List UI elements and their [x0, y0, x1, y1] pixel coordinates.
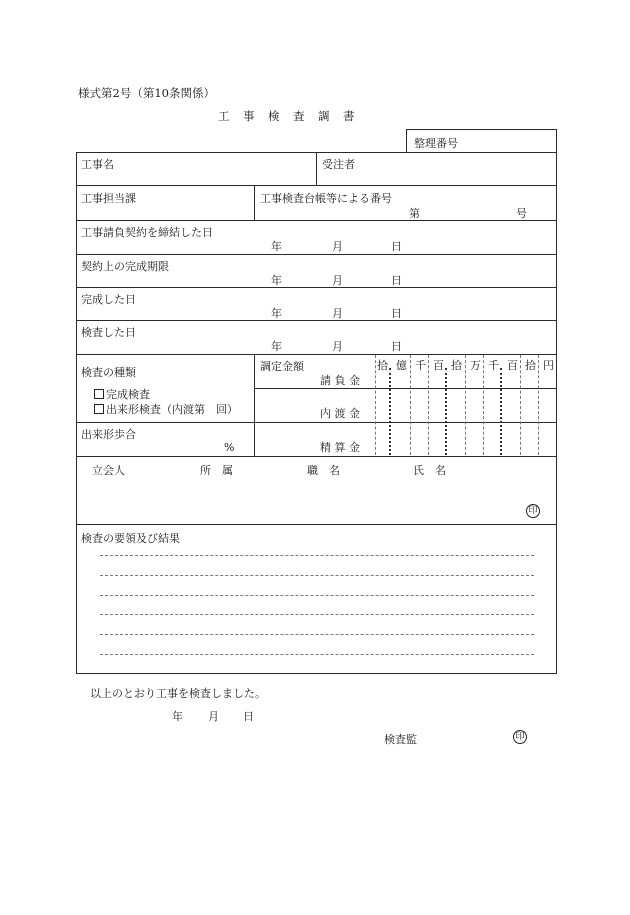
rule: [76, 152, 77, 674]
closing-text: 以上のとおり工事を検査しました。: [90, 687, 266, 700]
digit-separator: [428, 355, 429, 455]
rule: [76, 524, 557, 525]
shokumei-label: 職 名: [307, 464, 340, 477]
shimei-label: 氏 名: [413, 464, 446, 477]
checkbox[interactable]: [94, 389, 104, 399]
digit-header: 千: [488, 359, 499, 372]
digit-header: 拾: [525, 359, 536, 372]
tantouka-label: 工事担当課: [81, 192, 136, 205]
row-label: 完成した日: [81, 293, 136, 306]
digit-header: 百: [433, 359, 444, 372]
rule: [406, 129, 407, 152]
digit-header: 千: [415, 359, 426, 372]
tachiainin-label: 立会人: [92, 464, 125, 477]
closing-day: 日: [243, 710, 254, 723]
month-label: 月: [332, 307, 343, 320]
year-label: 年: [271, 307, 282, 320]
rule: [76, 287, 557, 288]
rule: [406, 129, 557, 130]
rule: [76, 673, 557, 674]
seal-mark: 印: [513, 730, 527, 744]
naitokin-label: 内 渡 金: [320, 407, 360, 420]
row-label: 検査した日: [81, 326, 136, 339]
digit-header: 百: [507, 359, 518, 372]
closing-month: 月: [208, 710, 219, 723]
year-label: 年: [271, 340, 282, 353]
row-label: 契約上の完成期限: [81, 260, 169, 273]
rule: [316, 152, 317, 185]
kansei-kensa-option[interactable]: 完成検査: [94, 386, 150, 402]
day-label: 日: [391, 240, 402, 253]
writing-line: [100, 634, 534, 635]
juchusha-label: 受注者: [322, 158, 355, 171]
rule: [76, 422, 557, 423]
kensakan-label: 検査監: [384, 733, 417, 746]
rule: [76, 220, 557, 221]
digit-header: 億: [396, 359, 407, 372]
gou-label: 号: [516, 207, 527, 220]
month-label: 月: [332, 240, 343, 253]
rule: [76, 354, 557, 355]
seal-mark: 印: [526, 504, 540, 518]
month-label: 月: [332, 340, 343, 353]
digit-header: 拾: [377, 359, 388, 372]
row-label: 工事請負契約を締結した日: [81, 226, 213, 239]
writing-line: [100, 654, 534, 655]
writing-line: [100, 555, 534, 556]
rule: [76, 185, 557, 186]
dekigata-kensa-option[interactable]: 出来形検査（内渡第 回）: [94, 401, 238, 417]
percent-label: %: [224, 441, 235, 454]
checkbox[interactable]: [94, 404, 104, 414]
day-label: 日: [391, 274, 402, 287]
writing-line: [100, 614, 534, 615]
writing-line: [100, 595, 534, 596]
rule: [254, 185, 255, 220]
dai-label: 第: [409, 207, 420, 220]
month-label: 月: [332, 274, 343, 287]
digit-header: 円: [543, 359, 554, 372]
year-label: 年: [271, 274, 282, 287]
writing-line: [100, 575, 534, 576]
day-label: 日: [391, 340, 402, 353]
shozoku-label: 所 属: [200, 464, 233, 477]
kensa-youryou-label: 検査の要領及び結果: [81, 532, 180, 545]
koujimei-label: 工事名: [81, 158, 114, 171]
rule: [556, 129, 557, 674]
digit-separator: [465, 355, 466, 455]
rule: [254, 388, 557, 389]
digit-separator: [375, 355, 376, 455]
digit-separator: [445, 368, 447, 455]
year-label: 年: [271, 240, 282, 253]
seisankin-label: 精 算 金: [320, 441, 360, 454]
rule: [76, 320, 557, 321]
ukeoikin-label: 請 負 金: [320, 374, 360, 387]
digit-header: 拾: [451, 359, 462, 372]
digit-separator: [483, 355, 484, 455]
closing-year: 年: [172, 710, 183, 723]
digit-separator: [520, 355, 521, 455]
kensa-shurui-label: 検査の種類: [81, 366, 136, 379]
choutei-kingaku-label: 調定金額: [260, 360, 304, 373]
daichou-bangou-label: 工事検査台帳等による番号: [260, 192, 392, 205]
rule: [76, 254, 557, 255]
digit-separator: [389, 368, 391, 455]
form-number: 様式第2号（第10条関係）: [78, 86, 215, 100]
rule: [76, 456, 557, 457]
document-title: 工 事 検 査 調 書: [218, 109, 356, 123]
rule: [254, 354, 255, 456]
digit-separator: [500, 368, 502, 455]
digit-separator: [410, 355, 411, 455]
day-label: 日: [391, 307, 402, 320]
seiri-bangou-label: 整理番号: [414, 137, 458, 150]
digit-header: 万: [470, 359, 481, 372]
dekigata-buai-label: 出来形歩合: [81, 428, 136, 441]
digit-separator: [538, 355, 539, 455]
